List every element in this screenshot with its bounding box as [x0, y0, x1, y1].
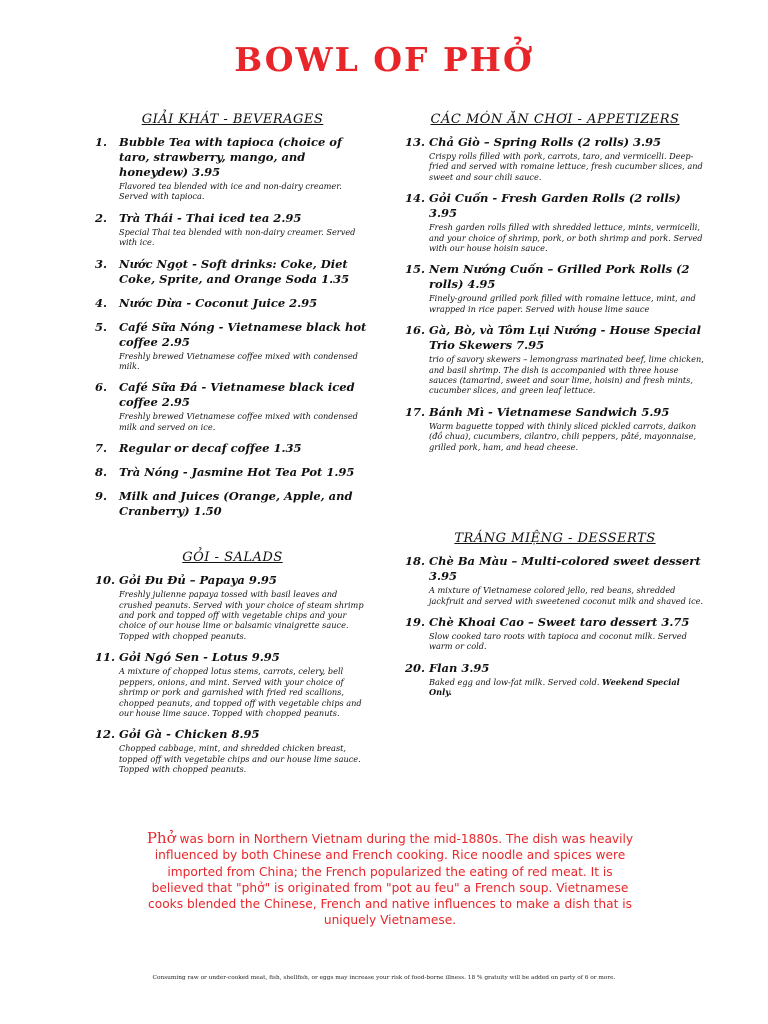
item-name: Regular or decaf coffee 1.35 — [119, 441, 302, 456]
menu-item-20 — [405, 661, 705, 698]
menu-item-3 — [95, 257, 370, 287]
item-number: 12. — [95, 727, 116, 742]
item-name: Trà Thái - Thai iced tea 2.95 — [119, 210, 302, 225]
left-column — [95, 112, 370, 784]
menu-item-8 — [95, 465, 370, 480]
item-name: Trà Nóng - Jasmine Hot Tea Pot 1.95 — [119, 465, 355, 480]
item-number: 11. — [95, 650, 116, 665]
menu-item-19 — [405, 615, 705, 652]
item-number: 1. — [95, 135, 108, 149]
beverages-heading: GIẢI KHÁT - BEVERAGES — [141, 112, 324, 127]
item-number: 8. — [95, 465, 108, 480]
item-description: Finely-ground grilled pork filled with romaine lettuce, mint, and wrapped in rice paper. Served with house lime sauce — [429, 293, 696, 314]
menu-item-11 — [95, 650, 370, 718]
desserts-heading: TRÁNG MIỆNG - DESSERTS — [454, 531, 656, 547]
menu-item-13 — [405, 135, 705, 182]
menu-item-6 — [95, 380, 370, 432]
item-number: 19. — [405, 614, 426, 629]
item-name: Café Sữa Đá - Vietnamese black iced coffee 2.95 — [119, 380, 355, 410]
menu-item-14 — [405, 191, 705, 253]
item-name: Gỏi Gà - Chicken 8.95 — [119, 727, 260, 742]
item-description: Chopped cabbage, mint, and shredded chicken breast, topped off with vegetable chips and our house lime sauce. Topped with chopped peanuts. — [119, 743, 361, 775]
item-description-text: Baked egg and low-fat milk. Served cold. — [429, 676, 603, 687]
item-name: Gỏi Đu Đủ – Papaya 9.95 — [119, 573, 277, 588]
item-number: 6. — [95, 380, 108, 395]
blurb-lead: Phở — [146, 829, 176, 847]
item-description: Warm baguette topped with thinly sliced pickled carrots, daikon (đồ chua), cucumbers, cilantro, chili peppers, pâté, mayonnaise, grilled pork, ham, and head cheese. — [429, 420, 697, 452]
right-column — [405, 112, 705, 707]
salads-heading: GỎI - SALADS — [182, 550, 283, 566]
appetizers-heading: CÁC MÓN ĂN CHƠI - APPETIZERS — [430, 112, 680, 127]
item-number: 5. — [95, 319, 108, 334]
item-name: Gỏi Ngó Sen - Lotus 9.95 — [119, 650, 280, 665]
menu-item-2 — [95, 211, 370, 248]
item-description: A mixture of Vietnamese colored jello, red beans, shredded jackfruit and served with sweetened coconut milk and shaved ice. — [429, 585, 704, 606]
item-description: Freshly brewed Vietnamese coffee mixed with condensed milk and served on ice. — [119, 411, 358, 432]
item-name: Gà, Bò, và Tôm Lụi Nướng - House Special Trio Skewers 7.95 — [429, 323, 701, 353]
item-number: 3. — [95, 256, 108, 271]
item-name: Gỏi Cuốn - Fresh Garden Rolls (2 rolls) 3.95 — [429, 191, 681, 221]
menu-item-5 — [95, 320, 370, 372]
menu-item-9 — [95, 489, 370, 519]
item-number: 18. — [405, 554, 426, 569]
item-name: Bánh Mì - Vietnamese Sandwich 5.95 — [429, 404, 670, 419]
item-number: 13. — [405, 135, 426, 149]
item-number: 2. — [95, 210, 108, 225]
menu-title: BOWL OF PHỞ — [234, 40, 534, 79]
menu-item-10 — [95, 573, 370, 641]
menu-item-17 — [405, 405, 705, 452]
pho-history-blurb — [140, 830, 640, 929]
item-number: 4. — [95, 295, 108, 310]
item-description: trio of savory skewers – lemongrass marinated beef, lime chicken, and basil shrimp. The dish is accompanied with three house sauces (tamarind, sweet and sour lime, hoisin) and fresh mints, cucumber slices, and green leaf lettuce. — [429, 354, 704, 396]
item-description: Special Thai tea blended with non-dairy creamer. Served with ice. — [119, 226, 356, 248]
item-number: 7. — [95, 441, 108, 456]
item-description: Fresh garden rolls filled with shredded lettuce, mints, vermicelli, and your choice of shrimp, pork, or both shrimp and pork. Served with our house hoisin sauce. — [429, 222, 703, 254]
item-description: Slow cooked taro roots with tapioca and coconut milk. Served warm or cold. — [429, 630, 687, 652]
menu-item-1 — [95, 135, 370, 202]
item-name: Chả Giò – Spring Rolls (2 rolls) 3.95 — [429, 135, 662, 149]
item-name: Nước Ngọt - Soft drinks: Coke, Diet Coke, Sprite, and Orange Soda 1.35 — [119, 256, 350, 286]
item-number: 10. — [95, 573, 116, 588]
item-name: Nước Dừa - Coconut Juice 2.95 — [119, 295, 318, 310]
item-description: Freshly brewed Vietnamese coffee mixed with condensed milk. — [119, 350, 358, 372]
item-name: Chè Khoai Cao – Sweet taro dessert 3.75 — [429, 614, 690, 629]
menu-item-12 — [95, 727, 370, 774]
item-name: Bubble Tea with tapioca (choice of taro, strawberry, mango, and honeydew) 3.95 — [119, 135, 342, 179]
menu-item-15 — [405, 262, 705, 314]
item-number: 16. — [405, 323, 426, 338]
menu-item-7 — [95, 441, 370, 456]
item-number: 9. — [95, 489, 108, 504]
menu-item-18 — [405, 554, 705, 606]
item-name: Café Sữa Nóng - Vietnamese black hot coffee 2.95 — [119, 319, 367, 349]
item-description — [429, 677, 705, 698]
item-name: Nem Nướng Cuốn – Grilled Pork Rolls (2 rolls) 4.95 — [429, 262, 690, 292]
blurb-text: was born in Northern Vietnam during the mid-1880s. The dish was heavily influenced by both Chinese and French cooking. Rice noodle and spices were imported from China; the French popularized the eating of red meat. It is believed that "phở" is originated from "pot au feu" a French soup. Vietnamese cooks blended the Chinese, French and native influences to make a dish that is uniquely Vietnamese. — [148, 832, 634, 928]
item-name: Milk and Juices (Orange, Apple, and Cranberry) 1.50 — [119, 489, 353, 519]
item-number: 15. — [405, 262, 426, 277]
item-description: Crispy rolls filled with pork, carrots, taro, and vermicelli. Deep-fried and served with romaine lettuce, fresh cucumber slices, and sweet and sour chili sauce. — [429, 151, 703, 182]
menu-item-4 — [95, 296, 370, 311]
item-number: 14. — [405, 191, 426, 206]
food-safety-footer: Consuming raw or under-cooked meat, fish, shellfish, or eggs may increase your risk of food-borne illness. 18 % gratuity will be added on party of 6 or more. — [152, 975, 616, 981]
menu-item-16 — [405, 323, 705, 396]
item-description: Freshly julienne papaya tossed with basil leaves and crushed peanuts. Served with your choice of steam shrimp and pork and topped off with vegetable chips and your choice of our house lime or balsamic vinaigrette sauce. Topped with chopped peanuts. — [119, 589, 364, 641]
item-number: 17. — [405, 404, 426, 419]
item-name: Flan 3.95 — [429, 660, 490, 675]
item-description: A mixture of chopped lotus stems, carrots, celery, bell peppers, onions, and mint. Served with your choice of shrimp or pork and garnished with fried red scallions, chopped peanuts, and topped off with vegetable chips and our house lime sauce. Topped with chopped peanuts. — [119, 666, 362, 718]
item-name: Chè Ba Màu – Multi-colored sweet dessert 3.95 — [429, 554, 701, 584]
weekend-special-note: Weekend Special Only. — [429, 676, 680, 698]
item-description: Flavored tea blended with ice and non-dairy creamer. Served with tapioca. — [119, 181, 342, 202]
item-number: 20. — [405, 660, 426, 675]
